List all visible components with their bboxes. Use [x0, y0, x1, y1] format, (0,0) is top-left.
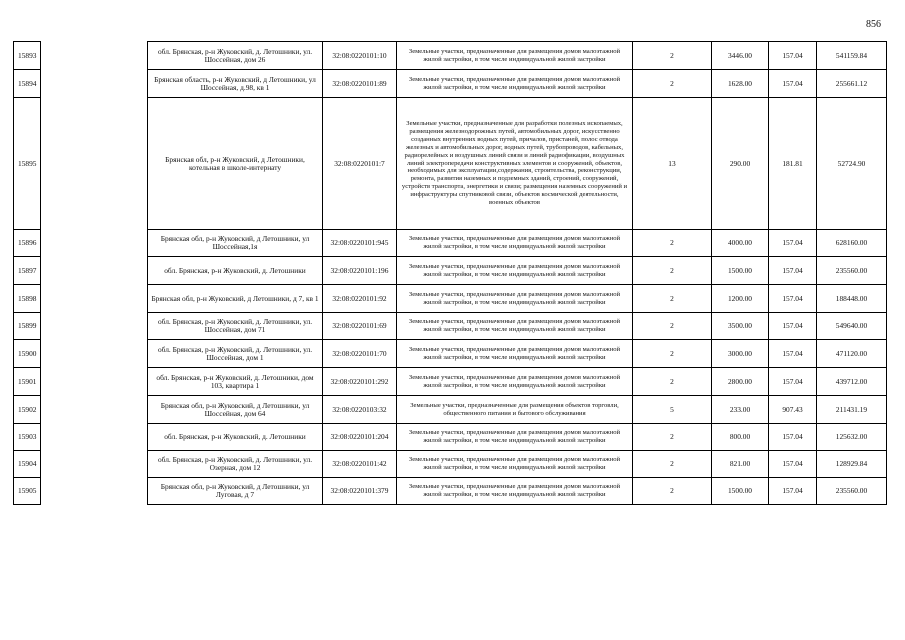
- cadastral-number-cell: 32:08:0220101:89: [323, 70, 397, 98]
- land-use-cell: Земельные участки, предназначенные для размещения домов малоэтажной жилой застройки, в том числе индивидуальной жилой застройки: [397, 451, 633, 478]
- area-cell: 821.00: [712, 451, 769, 478]
- cadastral-value-cell: 541159.84: [817, 42, 887, 70]
- cadastral-number-cell: 32:08:0220101:196: [323, 257, 397, 285]
- row-number: 15893: [14, 42, 41, 70]
- area-cell: 3000.00: [712, 340, 769, 368]
- row-number: 15896: [14, 230, 41, 257]
- unit-value-cell: 157.04: [769, 340, 817, 368]
- cadastral-number-cell: 32:08:0220101:70: [323, 340, 397, 368]
- blank-cell: [41, 368, 148, 396]
- unit-value-cell: 157.04: [769, 285, 817, 313]
- table-row: [14, 451, 887, 478]
- cadastral-number-cell: 32:08:0220101:204: [323, 424, 397, 451]
- group-code-cell: 13: [633, 98, 712, 230]
- land-use-cell: Земельные участки, предназначенные для размещения домов малоэтажной жилой застройки, в том числе индивидуальной жилой застройки: [397, 313, 633, 340]
- cadastral-value-cell: 188448.00: [817, 285, 887, 313]
- land-use-cell: Земельные участки, предназначенные для размещения домов малоэтажной жилой застройки, в том числе индивидуальной жилой застройки: [397, 42, 633, 70]
- blank-cell: [41, 70, 148, 98]
- table-row: [14, 257, 887, 285]
- row-number: 15899: [14, 313, 41, 340]
- unit-value-cell: 157.04: [769, 313, 817, 340]
- group-code-cell: 2: [633, 70, 712, 98]
- blank-cell: [41, 396, 148, 424]
- table-row: [14, 285, 887, 313]
- land-use-cell: Земельные участки, предназначенные для размещения домов малоэтажной жилой застройки, в том числе индивидуальной жилой застройки: [397, 424, 633, 451]
- group-code-cell: 2: [633, 285, 712, 313]
- row-number: 15894: [14, 70, 41, 98]
- unit-value-cell: 907.43: [769, 396, 817, 424]
- blank-cell: [41, 42, 148, 70]
- blank-cell: [41, 478, 148, 505]
- unit-value-cell: 157.04: [769, 42, 817, 70]
- cadastral-number-cell: 32:08:0220101:379: [323, 478, 397, 505]
- address-cell: Брянская обл, р-н Жуковский, д Летошники, ул Шоссейная,1я: [148, 230, 323, 257]
- group-code-cell: 2: [633, 257, 712, 285]
- cadastral-value-cell: 471120.00: [817, 340, 887, 368]
- land-use-cell: Земельные участки, предназначенные для размещения домов малоэтажной жилой застройки, в том числе индивидуальной жилой застройки: [397, 368, 633, 396]
- blank-cell: [41, 257, 148, 285]
- land-use-cell: Земельные участки, предназначенные для разработки полезных ископаемых, размещения железнодорожных путей, автомобильных дорог, искусственно созданных внутренних водных путей, причалов, пристаней, полос отвода железных и автомобильных дорог, водных путей, трубопроводов, кабельных, радиорелейных и воздушных линий связи и линий радиофикации, воздушных линий электропередачи конструктивных элементов и сооружений, объектов, необходимых для эксплуатации,содержания, строительства, реконструкции, ремонта, развития наземных и подземных зданий, строений, сооружений, устройств транспорта, энергетики и связи; размещения наземных сооружений и инфраструктуры спутниковой связи, объектов космической деятельности, военных объектов: [397, 98, 633, 230]
- cadastral-number-cell: 32:08:0220101:7: [323, 98, 397, 230]
- unit-value-cell: 157.04: [769, 257, 817, 285]
- blank-cell: [41, 340, 148, 368]
- unit-value-cell: 157.04: [769, 451, 817, 478]
- address-cell: обл. Брянская, р-н Жуковский, д. Летошники, ул. Озерная, дом 12: [148, 451, 323, 478]
- group-code-cell: 2: [633, 230, 712, 257]
- cadastral-value-cell: 255661.12: [817, 70, 887, 98]
- unit-value-cell: 157.04: [769, 230, 817, 257]
- row-number: 15902: [14, 396, 41, 424]
- area-cell: 2800.00: [712, 368, 769, 396]
- row-number: 15900: [14, 340, 41, 368]
- cadastral-number-cell: 32:08:0220101:69: [323, 313, 397, 340]
- address-cell: обл. Брянская, р-н Жуковский, д. Летошники, ул. Шоссейная, дом 1: [148, 340, 323, 368]
- land-use-cell: Земельные участки, предназначенные для размещения домов малоэтажной жилой застройки, в том числе индивидуальной жилой застройки: [397, 340, 633, 368]
- cadastral-value-cell: 628160.00: [817, 230, 887, 257]
- area-cell: 233.00: [712, 396, 769, 424]
- address-cell: обл. Брянская, р-н Жуковский, д. Летошники, ул. Шоссейная, дом 26: [148, 42, 323, 70]
- address-cell: Брянская область, р-н Жуковский, д Летошники, ул Шоссейная, д.98, кв 1: [148, 70, 323, 98]
- land-use-cell: Земельные участки, предназначенные для размещения домов малоэтажной жилой застройки, в том числе индивидуальной жилой застройки: [397, 478, 633, 505]
- unit-value-cell: 157.04: [769, 368, 817, 396]
- unit-value-cell: 157.04: [769, 70, 817, 98]
- table-row: [14, 98, 887, 230]
- table-row: [14, 70, 887, 98]
- cadastral-number-cell: 32:08:0220103:32: [323, 396, 397, 424]
- cadastral-value-cell: 235560.00: [817, 257, 887, 285]
- area-cell: 1500.00: [712, 257, 769, 285]
- unit-value-cell: 157.04: [769, 478, 817, 505]
- area-cell: 1628.00: [712, 70, 769, 98]
- area-cell: 4000.00: [712, 230, 769, 257]
- address-cell: обл. Брянская, р-н Жуковский, д. Летошники: [148, 257, 323, 285]
- table-row: [14, 478, 887, 505]
- address-cell: Брянская обл, р-н Жуковский, д Летошники, д 7, кв 1: [148, 285, 323, 313]
- row-number: 15903: [14, 424, 41, 451]
- cadastral-value-cell: 549640.00: [817, 313, 887, 340]
- blank-cell: [41, 230, 148, 257]
- table-row: [14, 42, 887, 70]
- cadastral-value-cell: 439712.00: [817, 368, 887, 396]
- group-code-cell: 2: [633, 451, 712, 478]
- area-cell: 290.00: [712, 98, 769, 230]
- area-cell: 3446.00: [712, 42, 769, 70]
- blank-cell: [41, 98, 148, 230]
- blank-cell: [41, 313, 148, 340]
- area-cell: 800.00: [712, 424, 769, 451]
- cadastral-value-cell: 211431.19: [817, 396, 887, 424]
- group-code-cell: 2: [633, 424, 712, 451]
- area-cell: 1200.00: [712, 285, 769, 313]
- cadastral-number-cell: 32:08:0220101:292: [323, 368, 397, 396]
- group-code-cell: 5: [633, 396, 712, 424]
- area-cell: 1500.00: [712, 478, 769, 505]
- cadastral-value-cell: 125632.00: [817, 424, 887, 451]
- land-registry-table: [13, 41, 887, 505]
- land-use-cell: Земельные участки, предназначенные для размещения домов малоэтажной жилой застройки, в том числе индивидуальной жилой застройки: [397, 70, 633, 98]
- address-cell: Брянская обл, р-н Жуковский, д Летошники, ул Шоссейная, дом 64: [148, 396, 323, 424]
- blank-cell: [41, 424, 148, 451]
- table-row: [14, 313, 887, 340]
- row-number: 15897: [14, 257, 41, 285]
- cadastral-number-cell: 32:08:0220101:92: [323, 285, 397, 313]
- land-use-cell: Земельные участки, предназначенные для размещения домов малоэтажной жилой застройки, в том числе индивидуальной жилой застройки: [397, 285, 633, 313]
- address-cell: обл. Брянская, р-н Жуковский, д. Летошники: [148, 424, 323, 451]
- cadastral-number-cell: 32:08:0220101:10: [323, 42, 397, 70]
- table-row: [14, 396, 887, 424]
- cadastral-number-cell: 32:08:0220101:945: [323, 230, 397, 257]
- table-row: [14, 368, 887, 396]
- table-row: [14, 340, 887, 368]
- land-use-cell: Земельные участки, предназначенные для размещения домов малоэтажной жилой застройки, в том числе индивидуальной жилой застройки: [397, 257, 633, 285]
- row-number: 15904: [14, 451, 41, 478]
- table-row: [14, 230, 887, 257]
- group-code-cell: 2: [633, 340, 712, 368]
- table-body: [14, 42, 887, 505]
- page-number: 856: [866, 19, 881, 30]
- unit-value-cell: 181.81: [769, 98, 817, 230]
- blank-cell: [41, 451, 148, 478]
- group-code-cell: 2: [633, 42, 712, 70]
- address-cell: обл. Брянская, р-н Жуковский, д. Летошники, дом 103, квартира 1: [148, 368, 323, 396]
- address-cell: Брянская обл, р-н Жуковский, д Летошники, котельная в школе-интернату: [148, 98, 323, 230]
- cadastral-value-cell: 52724.90: [817, 98, 887, 230]
- unit-value-cell: 157.04: [769, 424, 817, 451]
- row-number: 15901: [14, 368, 41, 396]
- land-use-cell: Земельные участки, предназначенные для размещения домов малоэтажной жилой застройки, в том числе индивидуальной жилой застройки: [397, 230, 633, 257]
- address-cell: Брянская обл, р-н Жуковский, д Летошники, ул Луговая, д 7: [148, 478, 323, 505]
- group-code-cell: 2: [633, 478, 712, 505]
- address-cell: обл. Брянская, р-н Жуковский, д. Летошники, ул. Шоссейная, дом 71: [148, 313, 323, 340]
- land-use-cell: Земельные участки, предназначенные для размещения объектов торговли, общественного питания и бытового обслуживания: [397, 396, 633, 424]
- blank-cell: [41, 285, 148, 313]
- area-cell: 3500.00: [712, 313, 769, 340]
- row-number: 15905: [14, 478, 41, 505]
- group-code-cell: 2: [633, 313, 712, 340]
- cadastral-value-cell: 128929.84: [817, 451, 887, 478]
- cadastral-number-cell: 32:08:0220101:42: [323, 451, 397, 478]
- table-row: [14, 424, 887, 451]
- row-number: 15895: [14, 98, 41, 230]
- group-code-cell: 2: [633, 368, 712, 396]
- row-number: 15898: [14, 285, 41, 313]
- cadastral-value-cell: 235560.00: [817, 478, 887, 505]
